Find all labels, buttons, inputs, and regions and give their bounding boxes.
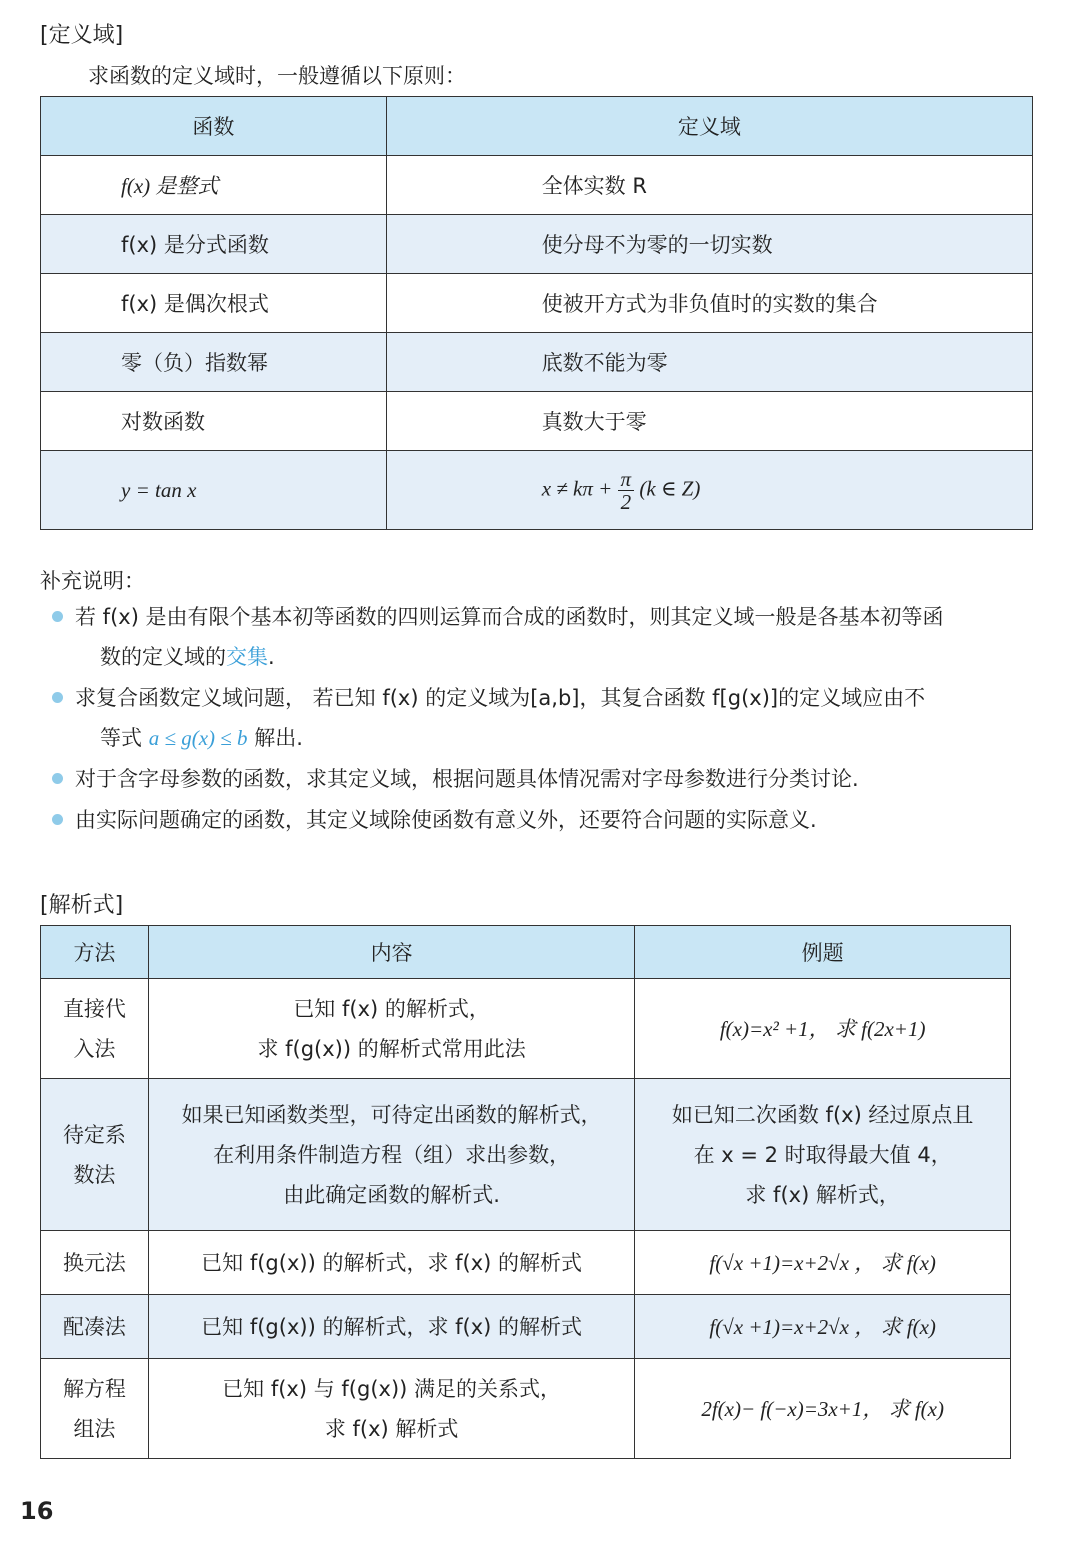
note-item [52,759,1042,799]
method-line: 直接代 [62,996,126,1021]
content-line: 求 f(x) 解析式 [324,1416,459,1441]
header-example: 例题 [635,926,1011,979]
fraction-numerator: π [618,468,635,491]
content-line: 已知 f(g(x)) 的解析式，求 f(x) 的解析式 [201,1314,583,1339]
cell-method [41,1231,149,1295]
cell-content [148,1231,634,1295]
table-row [41,1231,1011,1295]
example-line: 2f(x)− f(−x)=3x+1， 求 f(x) [701,1396,944,1421]
table-header-row [41,97,1033,156]
cell-example [635,1079,1011,1231]
cell-domain: 使分母不为零的一切实数 [386,215,1032,274]
cell-function: 零（负）指数幂 [41,333,387,392]
cell-method [41,979,149,1079]
table-header-row [41,926,1011,979]
table-row [41,1079,1011,1231]
cell-domain: 全体实数 R [386,156,1032,215]
analytic-table [40,925,1011,1459]
domain-intro: 求函数的定义域时，一般遵循以下原则： [88,64,466,88]
cell-content [148,1295,634,1359]
cell-content [148,1079,634,1231]
page-number: 16 [20,1497,54,1525]
cell-domain [386,451,1032,530]
header-content: 内容 [148,926,634,979]
cell-example [635,979,1011,1079]
table-row [41,392,1033,451]
cell-method [41,1079,149,1231]
example-line: 如已知二次函数 f(x) 经过原点且 [671,1102,974,1127]
cell-function: 对数函数 [41,392,387,451]
cell-domain: 真数大于零 [386,392,1032,451]
example-line: 在 x = 2 时取得最大值 4， [693,1142,952,1167]
example-line: f(x)=x² +1， 求 f(2x+1) [719,1016,926,1041]
table-row [41,274,1033,333]
method-line: 数法 [73,1162,116,1187]
bullet-dot-icon [52,773,63,784]
note-2-end: 解出. [254,726,303,750]
content-line: 已知 f(x) 与 f(g(x)) 满足的关系式， [222,1376,562,1401]
header-method: 方法 [41,926,149,979]
example-line: 求 f(x) 解析式， [745,1182,900,1207]
note-1-line-2: 数的定义域的 [100,645,226,669]
bullet-dot-icon [52,814,63,825]
method-line: 入法 [73,1036,116,1061]
notes-title: 补充说明： [40,569,145,593]
note-2-line-2: 等式 [100,726,142,750]
content-line: 如果已知函数类型，可待定出函数的解析式， [181,1102,602,1127]
cell-content [148,1359,634,1459]
cell-domain: 使被开方式为非负值时的实数的集合 [386,274,1032,333]
content-line: 已知 f(x) 的解析式， [293,996,490,1021]
cell-function: y = tan x [41,451,387,530]
fraction-denominator: 2 [620,489,632,514]
header-function: 函数 [41,97,387,156]
content-line: 在利用条件制造方程（组）求出参数， [213,1142,571,1167]
note-item [52,597,1042,677]
pi-over-two-fraction [618,468,635,513]
example-line: f(√x +1)=x+2√x ， 求 f(x) [709,1314,936,1339]
note-1-accent: 交集 [226,645,268,669]
section-heading-domain: [定义域] [40,23,124,48]
cell-example [635,1295,1011,1359]
method-line: 解方程 [62,1376,126,1401]
note-1-end: . [268,645,275,669]
bullet-dot-icon [52,611,63,622]
domain-formula-suffix: (k ∈ Z) [639,475,701,500]
content-line: 由此确定函数的解析式. [283,1182,500,1207]
cell-content [148,979,634,1079]
note-4: 由实际问题确定的函数，其定义域除使函数有意义外，还要符合问题的实际意义. [75,808,817,832]
table-row [41,1295,1011,1359]
cell-example [635,1359,1011,1459]
header-domain: 定义域 [386,97,1032,156]
domain-table [40,96,1033,530]
cell-function: f(x) 是偶次根式 [41,274,387,333]
note-1-line-1: 若 f(x) 是由有限个基本初等函数的四则运算而合成的函数时，则其定义域一般是各基本初等函 [75,605,944,629]
cell-method [41,1359,149,1459]
method-line: 待定系 [62,1122,126,1147]
table-row [41,156,1033,215]
section-heading-analytic: [解析式] [40,893,124,918]
bullet-dot-icon [52,692,63,703]
content-line: 已知 f(g(x)) 的解析式，求 f(x) 的解析式 [201,1250,583,1275]
table-row [41,333,1033,392]
cell-domain: 底数不能为零 [386,333,1032,392]
cell-function: f(x) 是分式函数 [41,215,387,274]
domain-formula-prefix: x ≠ kπ + [541,475,613,500]
cell-function: f(x) 是整式 [41,156,387,215]
table-row [41,979,1011,1079]
note-2-line-1: 求复合函数定义域问题， 若已知 f(x) 的定义域为[a,b]，其复合函数 f[g(x)]的定义域应由不 [75,686,926,710]
cell-example [635,1231,1011,1295]
note-item [52,678,1042,758]
table-row [41,1359,1011,1459]
note-3: 对于含字母参数的函数，求其定义域，根据问题具体情况需对字母参数进行分类讨论. [75,767,859,791]
cell-method [41,1295,149,1359]
note-2-accent: a ≤ g(x) ≤ b [148,726,248,750]
table-row [41,451,1033,530]
method-line: 换元法 [62,1250,126,1275]
method-line: 配凑法 [62,1314,126,1339]
table-row [41,215,1033,274]
note-item [52,800,1042,840]
content-line: 求 f(g(x)) 的解析式常用此法 [257,1036,526,1061]
method-line: 组法 [73,1416,116,1441]
example-line: f(√x +1)=x+2√x ， 求 f(x) [709,1250,936,1275]
